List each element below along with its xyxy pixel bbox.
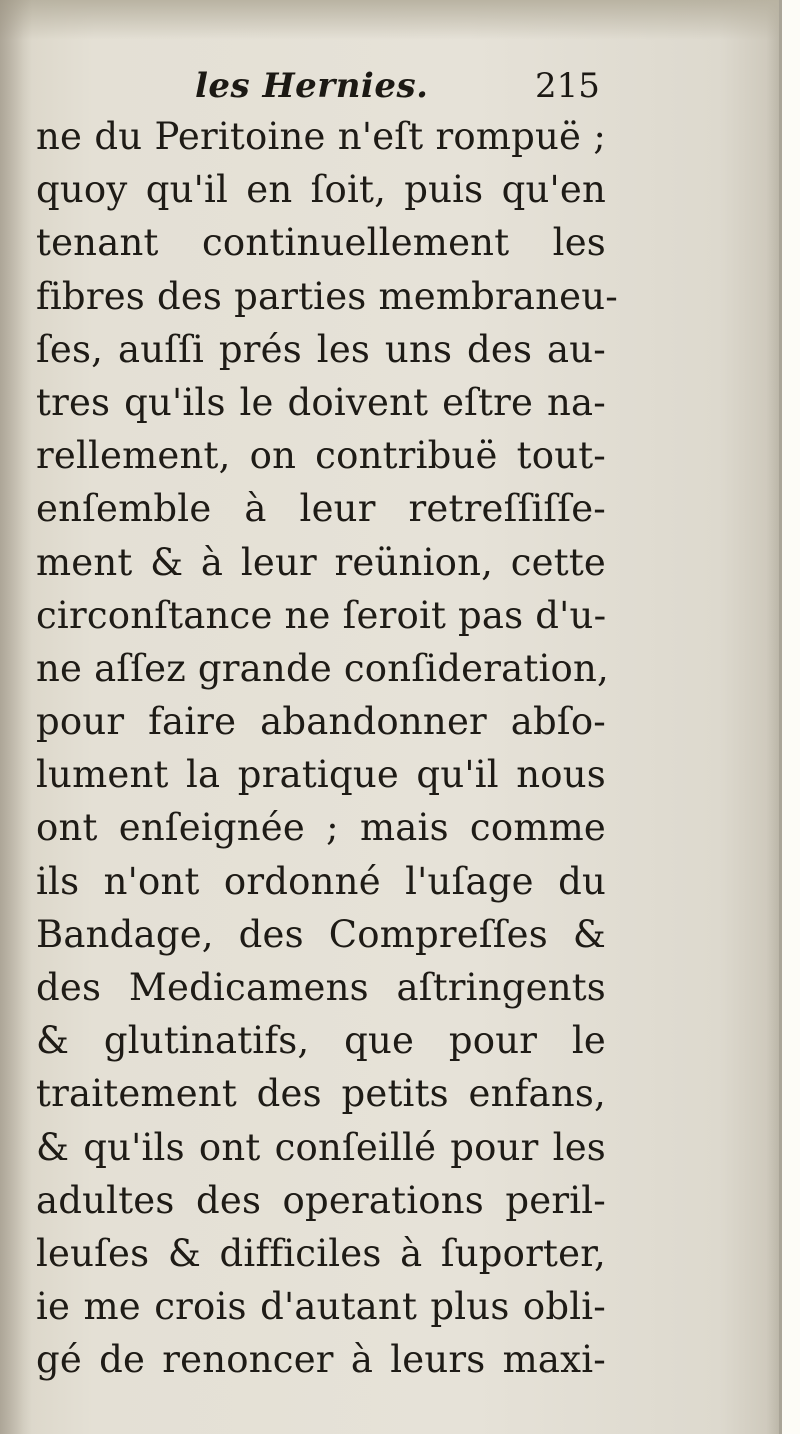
body-text <box>36 110 619 1387</box>
text-line: des Medicamens aſtringents <box>36 966 606 1009</box>
running-head-title: les Hernies. <box>195 66 429 106</box>
text-line: tenant continuellement les <box>36 221 606 265</box>
text-line: quoy qu'il en ſoit, puis qu'en <box>36 168 606 212</box>
running-head <box>195 66 600 110</box>
text-line: ils n'ont ordonné l'uſage du <box>36 859 606 903</box>
text-line: rellement, on contribuë tout- <box>36 434 606 478</box>
page-number: 215 <box>535 66 600 106</box>
text-line: ont enſeignée ; mais comme <box>36 806 606 850</box>
text-line: circonſtance ne ſeroit pas d'u- <box>36 593 607 637</box>
text-line: adultes des operations peril- <box>36 1178 606 1222</box>
text-line: & glutinatifs, que pour le <box>36 1019 606 1063</box>
text-line: ne du Peritoine n'eſt rompuë ; <box>36 115 606 158</box>
text-line: fibres des parties membraneu- <box>36 274 619 318</box>
text-line: leuſes & difficiles à ſuporter, <box>36 1231 606 1275</box>
gutter-shadow <box>0 0 32 1434</box>
text-line: pour faire abandonner abſo- <box>36 700 606 744</box>
text-line: Bandage, des Compreſſes & <box>36 912 606 956</box>
text-line: enſemble à leur retreſſiſſe- <box>36 487 606 531</box>
text-line: gé de renoncer à leurs maxi- <box>36 1338 606 1382</box>
text-line: & qu'ils ont conſeillé pour les <box>36 1125 606 1169</box>
text-line: ie me crois d'autant plus obli- <box>36 1285 606 1329</box>
text-line: ment & à leur reünion, cette <box>36 540 606 584</box>
text-line: traitement des petits enfans, <box>36 1072 606 1116</box>
text-line: ne aſſez grande conſideration, <box>36 646 609 690</box>
page-edge <box>779 0 782 1434</box>
text-line: tres qu'ils le doivent eſtre na- <box>36 380 606 424</box>
text-line: lument la pratique qu'il nous <box>36 753 606 797</box>
text-line: ſes, auſſi prés les uns des au- <box>36 327 606 371</box>
